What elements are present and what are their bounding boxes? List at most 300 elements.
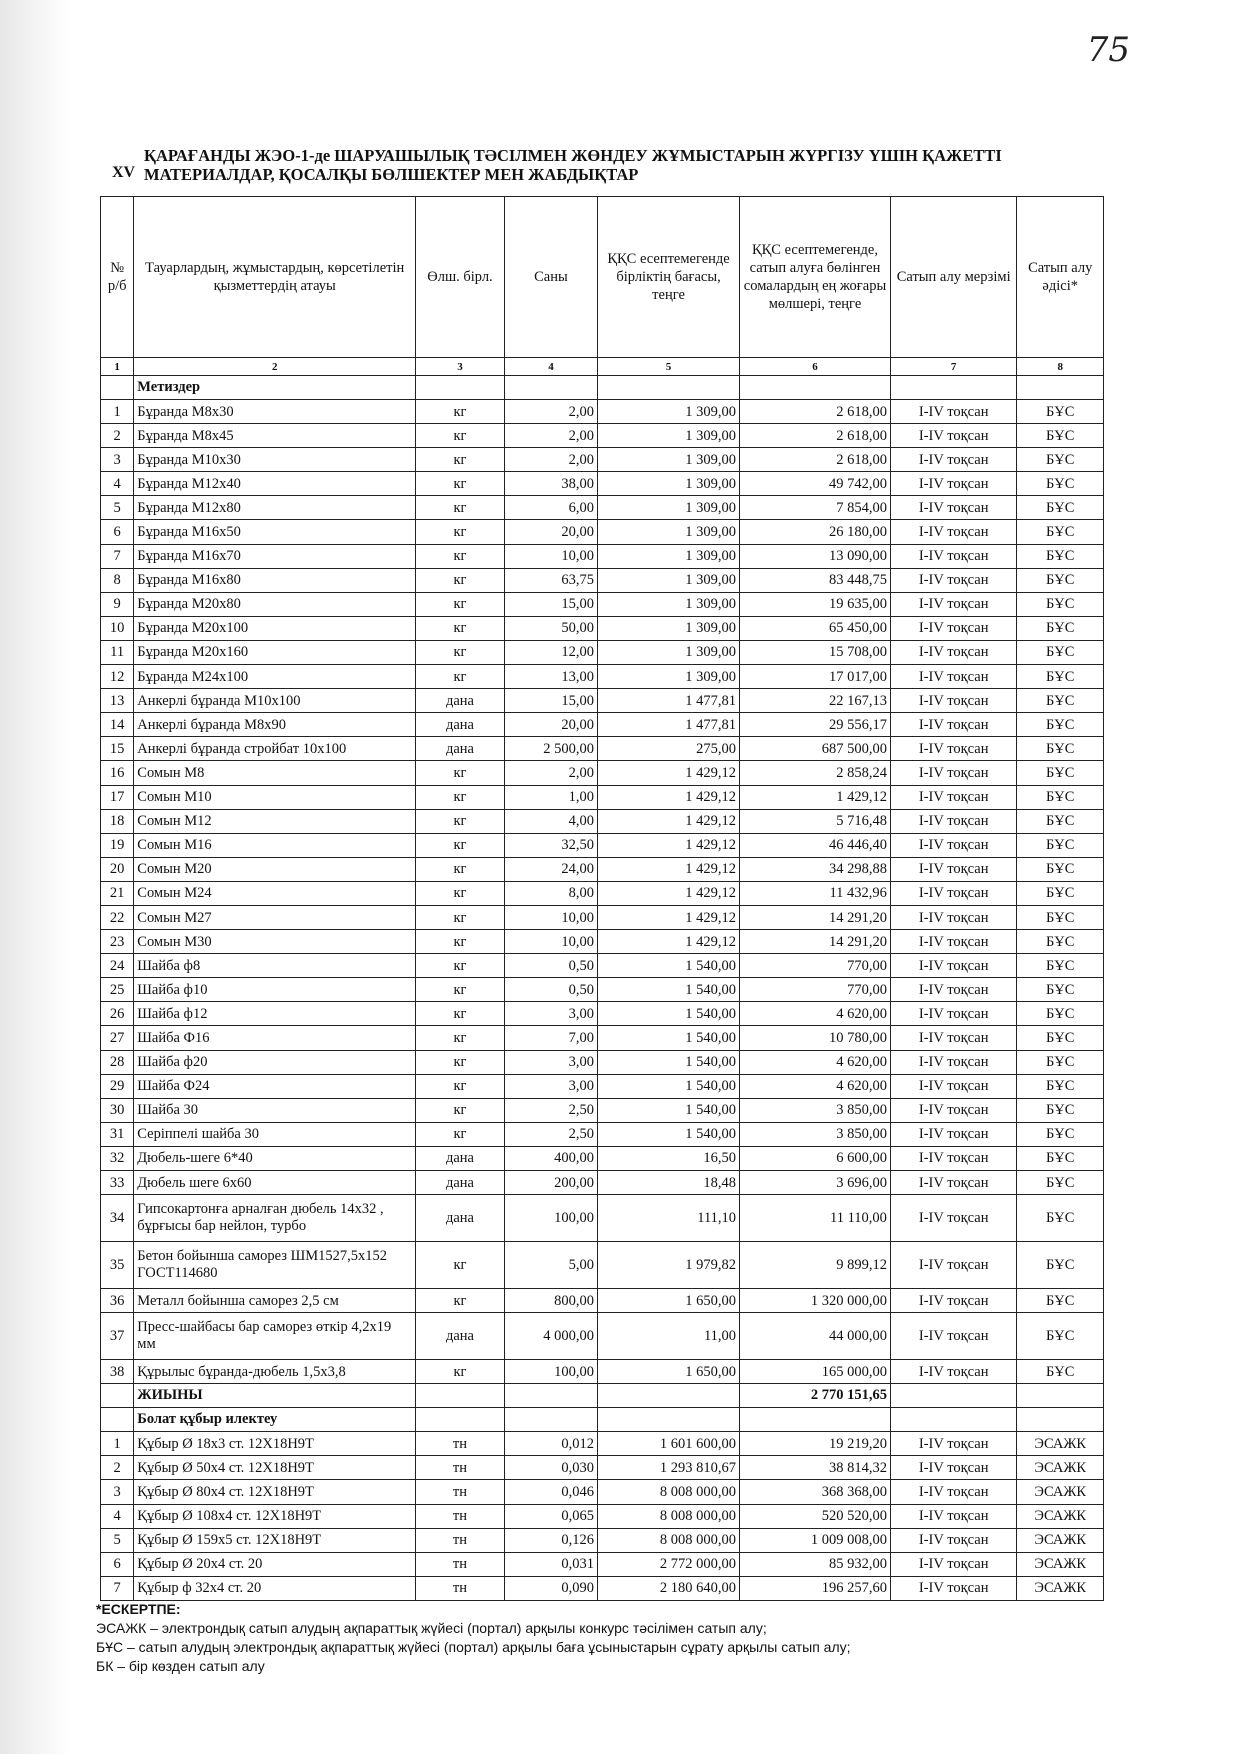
column-number-row: [101, 358, 1104, 376]
item-unit-price: 1 477,81: [598, 689, 740, 713]
table-body: [101, 376, 1104, 1601]
item-unit: кг: [416, 1074, 505, 1098]
item-purchase-term: I-IV тоқсан: [890, 954, 1016, 978]
item-unit-price: 1 309,00: [598, 496, 740, 520]
item-name: Сомын М30: [134, 930, 416, 954]
item-max-sum: 85 932,00: [740, 1552, 891, 1576]
item-purchase-term: I-IV тоқсан: [890, 857, 1016, 881]
table-row: [101, 881, 1104, 905]
item-purchase-method: БҰС: [1017, 1122, 1104, 1146]
item-unit-price: 1 309,00: [598, 448, 740, 472]
table-row: [101, 1528, 1104, 1552]
item-purchase-term: I-IV тоқсан: [890, 640, 1016, 664]
item-max-sum: 44 000,00: [740, 1313, 891, 1360]
item-purchase-term: I-IV тоқсан: [890, 930, 1016, 954]
footnote-title: *ЕСКЕРТПЕ:: [96, 1601, 181, 1617]
item-purchase-term: I-IV тоқсан: [890, 496, 1016, 520]
item-unit: тн: [416, 1552, 505, 1576]
item-name: Сомын М10: [134, 785, 416, 809]
item-name: Шайба 30: [134, 1098, 416, 1122]
column-number: 4: [504, 358, 597, 376]
item-max-sum: 83 448,75: [740, 568, 891, 592]
table-row: [101, 1480, 1104, 1504]
row-number: 7: [101, 1576, 134, 1600]
item-max-sum: 2 618,00: [740, 424, 891, 448]
item-purchase-term: I-IV тоқсан: [890, 544, 1016, 568]
footnote-line: БҰС – сатып алудың электрондық ақпараттық жүйесі (портал) арқылы баға ұсыныстарын сұрату арқылы сатып алу;: [96, 1639, 851, 1655]
row-number: 32: [101, 1146, 134, 1170]
item-unit: кг: [416, 881, 505, 905]
item-name: Серіппелі шайба 30: [134, 1122, 416, 1146]
row-number: 9: [101, 592, 134, 616]
item-max-sum: 15 708,00: [740, 640, 891, 664]
row-number: 16: [101, 761, 134, 785]
item-name: Сомын М8: [134, 761, 416, 785]
item-unit-price: 1 309,00: [598, 544, 740, 568]
item-unit-price: 1 429,12: [598, 881, 740, 905]
item-quantity: 63,75: [504, 568, 597, 592]
item-name: Бұранда М24х100: [134, 665, 416, 689]
item-purchase-method: БҰС: [1017, 568, 1104, 592]
item-unit: дана: [416, 1195, 505, 1242]
item-unit: кг: [416, 1122, 505, 1146]
item-unit-price: 2 772 000,00: [598, 1552, 740, 1576]
item-name: Бұранда М20х100: [134, 616, 416, 640]
row-number: 25: [101, 978, 134, 1002]
item-purchase-term: I-IV тоқсан: [890, 1074, 1016, 1098]
item-quantity: 38,00: [504, 472, 597, 496]
empty-cell: [416, 1384, 505, 1408]
item-quantity: 100,00: [504, 1360, 597, 1384]
row-number: 8: [101, 568, 134, 592]
item-max-sum: 4 620,00: [740, 1050, 891, 1074]
table-row: [101, 857, 1104, 881]
item-max-sum: 2 618,00: [740, 448, 891, 472]
item-name: Бұранда М16х80: [134, 568, 416, 592]
item-purchase-method: БҰС: [1017, 472, 1104, 496]
column-number: 2: [134, 358, 416, 376]
item-unit: кг: [416, 665, 505, 689]
item-purchase-term: I-IV тоқсан: [890, 1528, 1016, 1552]
item-purchase-term: I-IV тоқсан: [890, 785, 1016, 809]
item-max-sum: 49 742,00: [740, 472, 891, 496]
item-purchase-term: I-IV тоқсан: [890, 905, 1016, 929]
item-purchase-method: БҰС: [1017, 400, 1104, 424]
row-number: 11: [101, 640, 134, 664]
item-purchase-term: I-IV тоқсан: [890, 1576, 1016, 1600]
item-max-sum: 10 780,00: [740, 1026, 891, 1050]
item-quantity: 2,50: [504, 1122, 597, 1146]
item-unit: кг: [416, 1026, 505, 1050]
item-quantity: 0,031: [504, 1552, 597, 1576]
table-row: [101, 737, 1104, 761]
column-number: 7: [890, 358, 1016, 376]
row-number: 12: [101, 665, 134, 689]
item-name: Шайба ф8: [134, 954, 416, 978]
row-number: 6: [101, 1552, 134, 1576]
item-purchase-method: БҰС: [1017, 737, 1104, 761]
item-quantity: 10,00: [504, 930, 597, 954]
item-name: Бұранда М12х80: [134, 496, 416, 520]
item-purchase-term: I-IV тоқсан: [890, 978, 1016, 1002]
table-row: [101, 1146, 1104, 1170]
row-number: 31: [101, 1122, 134, 1146]
table-row: [101, 785, 1104, 809]
item-unit-price: 111,10: [598, 1195, 740, 1242]
item-purchase-method: БҰС: [1017, 881, 1104, 905]
table-row: [101, 1122, 1104, 1146]
table-row: [101, 520, 1104, 544]
table-row: [101, 472, 1104, 496]
item-name: Шайба ф10: [134, 978, 416, 1002]
item-unit: тн: [416, 1576, 505, 1600]
item-unit: кг: [416, 809, 505, 833]
item-unit-price: 1 540,00: [598, 1122, 740, 1146]
row-number: 5: [101, 496, 134, 520]
item-name: Анкерлі бұранда М10х100: [134, 689, 416, 713]
item-max-sum: 770,00: [740, 978, 891, 1002]
empty-cell: [504, 1408, 597, 1432]
item-quantity: 0,50: [504, 954, 597, 978]
table-row: [101, 761, 1104, 785]
item-name: Құбыр Ø 80х4 ст. 12Х18Н9Т: [134, 1480, 416, 1504]
item-quantity: 15,00: [504, 592, 597, 616]
item-unit-price: 1 650,00: [598, 1360, 740, 1384]
item-purchase-method: БҰС: [1017, 1289, 1104, 1313]
item-name: Құбыр Ø 50х4 ст. 12Х18Н9Т: [134, 1456, 416, 1480]
item-name: Сомын М20: [134, 857, 416, 881]
item-unit-price: 11,00: [598, 1313, 740, 1360]
item-unit: кг: [416, 954, 505, 978]
empty-cell: [101, 376, 134, 400]
item-unit: кг: [416, 1050, 505, 1074]
item-unit: кг: [416, 424, 505, 448]
item-unit: кг: [416, 978, 505, 1002]
item-unit: кг: [416, 448, 505, 472]
item-quantity: 7,00: [504, 1026, 597, 1050]
item-name: Құбыр Ø 18х3 ст. 12Х18Н9Т: [134, 1432, 416, 1456]
item-unit: кг: [416, 472, 505, 496]
item-quantity: 0,046: [504, 1480, 597, 1504]
table-row: [101, 1360, 1104, 1384]
item-unit-price: 1 540,00: [598, 1026, 740, 1050]
item-unit: кг: [416, 544, 505, 568]
item-unit-price: 1 650,00: [598, 1289, 740, 1313]
item-max-sum: 29 556,17: [740, 713, 891, 737]
row-number: 4: [101, 472, 134, 496]
item-purchase-method: БҰС: [1017, 544, 1104, 568]
item-max-sum: 14 291,20: [740, 930, 891, 954]
item-name: Құрылыс бұранда-дюбель 1,5х3,8: [134, 1360, 416, 1384]
item-unit: кг: [416, 520, 505, 544]
item-max-sum: 1 009 008,00: [740, 1528, 891, 1552]
item-quantity: 15,00: [504, 689, 597, 713]
item-unit: тн: [416, 1528, 505, 1552]
item-unit-price: 1 540,00: [598, 1050, 740, 1074]
item-unit: тн: [416, 1504, 505, 1528]
row-number: 5: [101, 1528, 134, 1552]
item-purchase-method: БҰС: [1017, 809, 1104, 833]
item-quantity: 32,50: [504, 833, 597, 857]
item-unit-price: 1 429,12: [598, 809, 740, 833]
item-unit: кг: [416, 640, 505, 664]
col-header-method: Сатып алу әдісі*: [1017, 197, 1104, 358]
item-purchase-term: I-IV тоқсан: [890, 1002, 1016, 1026]
row-number: 4: [101, 1504, 134, 1528]
col-header-unit: Өлш. бірл.: [416, 197, 505, 358]
item-unit: кг: [416, 905, 505, 929]
row-number: 17: [101, 785, 134, 809]
item-quantity: 400,00: [504, 1146, 597, 1170]
table-row: [101, 689, 1104, 713]
empty-cell: [101, 1408, 134, 1432]
row-number: 28: [101, 1050, 134, 1074]
item-purchase-term: I-IV тоқсан: [890, 1195, 1016, 1242]
item-purchase-method: БҰС: [1017, 424, 1104, 448]
empty-cell: [598, 1408, 740, 1432]
table-row: [101, 592, 1104, 616]
column-number: 5: [598, 358, 740, 376]
empty-cell: [416, 376, 505, 400]
item-quantity: 1,00: [504, 785, 597, 809]
item-name: Шайба Ф16: [134, 1026, 416, 1050]
empty-cell: [504, 376, 597, 400]
item-unit-price: 1 540,00: [598, 1098, 740, 1122]
item-quantity: 0,090: [504, 1576, 597, 1600]
item-purchase-method: БҰС: [1017, 1098, 1104, 1122]
item-purchase-term: I-IV тоқсан: [890, 520, 1016, 544]
item-purchase-term: I-IV тоқсан: [890, 1552, 1016, 1576]
item-unit-price: 1 540,00: [598, 1074, 740, 1098]
item-max-sum: 770,00: [740, 954, 891, 978]
row-number: 3: [101, 1480, 134, 1504]
item-name: Бұранда М12х40: [134, 472, 416, 496]
item-unit: тн: [416, 1456, 505, 1480]
item-purchase-term: I-IV тоқсан: [890, 1026, 1016, 1050]
item-purchase-method: БҰС: [1017, 616, 1104, 640]
item-name: Құбыр ф 32х4 ст. 20: [134, 1576, 416, 1600]
column-number: 8: [1017, 358, 1104, 376]
item-unit: дана: [416, 1146, 505, 1170]
item-name: Шайба ф20: [134, 1050, 416, 1074]
section-title: ҚАРАҒАНДЫ ЖЭО-1-де ШАРУАШЫЛЫҚ ТӘСІЛМЕН ЖӨНДЕУ ЖҰМЫСТАРЫН ЖҮРГІЗУ ҮШІН ҚАЖЕТТІ МАТЕРИАЛДАР, ҚОСАЛҚЫ БӨЛШЕКТЕР МЕН ЖАБДЫҚТАР: [144, 146, 1002, 184]
row-number: 20: [101, 857, 134, 881]
item-purchase-method: БҰС: [1017, 592, 1104, 616]
row-number: 1: [101, 400, 134, 424]
item-purchase-term: I-IV тоқсан: [890, 1360, 1016, 1384]
table-row: [101, 905, 1104, 929]
item-purchase-method: БҰС: [1017, 857, 1104, 881]
item-unit-price: 1 429,12: [598, 857, 740, 881]
item-quantity: 3,00: [504, 1050, 597, 1074]
footnotes: [96, 1600, 1096, 1676]
item-purchase-method: БҰС: [1017, 1074, 1104, 1098]
empty-cell: [1017, 1408, 1104, 1432]
item-name: Бұранда М10х30: [134, 448, 416, 472]
item-unit-price: 1 309,00: [598, 424, 740, 448]
item-unit-price: 275,00: [598, 737, 740, 761]
item-unit: дана: [416, 713, 505, 737]
item-unit: дана: [416, 1171, 505, 1195]
item-quantity: 200,00: [504, 1171, 597, 1195]
row-number: 24: [101, 954, 134, 978]
item-max-sum: 11 432,96: [740, 881, 891, 905]
item-max-sum: 4 620,00: [740, 1002, 891, 1026]
item-quantity: 10,00: [504, 905, 597, 929]
item-name: Анкерлі бұранда стройбат 10х100: [134, 737, 416, 761]
item-max-sum: 687 500,00: [740, 737, 891, 761]
item-purchase-term: I-IV тоқсан: [890, 1313, 1016, 1360]
item-name: Бетон бойынша саморез ШМ1527,5х152 ГОСТ114680: [134, 1242, 416, 1289]
item-unit: кг: [416, 1002, 505, 1026]
table-row: [101, 568, 1104, 592]
item-max-sum: 6 600,00: [740, 1146, 891, 1170]
table-row: [101, 930, 1104, 954]
empty-cell: [740, 1408, 891, 1432]
item-quantity: 0,50: [504, 978, 597, 1002]
item-unit-price: 1 601 600,00: [598, 1432, 740, 1456]
row-number: 27: [101, 1026, 134, 1050]
empty-cell: [598, 376, 740, 400]
item-purchase-term: I-IV тоқсан: [890, 809, 1016, 833]
empty-cell: [504, 1384, 597, 1408]
item-unit-price: 1 309,00: [598, 472, 740, 496]
item-unit-price: 1 979,82: [598, 1242, 740, 1289]
item-max-sum: 26 180,00: [740, 520, 891, 544]
item-quantity: 5,00: [504, 1242, 597, 1289]
item-purchase-term: I-IV тоқсан: [890, 881, 1016, 905]
item-name: Шайба ф12: [134, 1002, 416, 1026]
item-purchase-term: I-IV тоқсан: [890, 568, 1016, 592]
item-purchase-method: БҰС: [1017, 1195, 1104, 1242]
row-number: 38: [101, 1360, 134, 1384]
item-unit-price: 1 309,00: [598, 568, 740, 592]
row-number: 33: [101, 1171, 134, 1195]
item-unit: дана: [416, 1313, 505, 1360]
item-quantity: 50,00: [504, 616, 597, 640]
row-number: 7: [101, 544, 134, 568]
item-unit-price: 8 008 000,00: [598, 1528, 740, 1552]
item-max-sum: 13 090,00: [740, 544, 891, 568]
table-row: [101, 954, 1104, 978]
row-number: 36: [101, 1289, 134, 1313]
item-max-sum: 4 620,00: [740, 1074, 891, 1098]
item-max-sum: 9 899,12: [740, 1242, 891, 1289]
empty-cell: [1017, 376, 1104, 400]
item-quantity: 800,00: [504, 1289, 597, 1313]
item-purchase-method: БҰС: [1017, 1002, 1104, 1026]
item-unit: кг: [416, 616, 505, 640]
item-max-sum: 196 257,60: [740, 1576, 891, 1600]
item-purchase-method: БҰС: [1017, 448, 1104, 472]
item-max-sum: 1 429,12: [740, 785, 891, 809]
item-purchase-method: БҰС: [1017, 833, 1104, 857]
item-name: Құбыр Ø 108х4 ст. 12Х18Н9Т: [134, 1504, 416, 1528]
item-max-sum: 7 854,00: [740, 496, 891, 520]
item-purchase-method: БҰС: [1017, 640, 1104, 664]
item-name: Сомын М24: [134, 881, 416, 905]
item-quantity: 100,00: [504, 1195, 597, 1242]
item-unit-price: 1 309,00: [598, 616, 740, 640]
materials-table: [100, 196, 1104, 1601]
table-row: [101, 544, 1104, 568]
item-max-sum: 38 814,32: [740, 1456, 891, 1480]
item-quantity: 20,00: [504, 713, 597, 737]
item-quantity: 10,00: [504, 544, 597, 568]
item-unit: кг: [416, 833, 505, 857]
item-name: Пресс-шайбасы бар саморез өткір 4,2х19 мм: [134, 1313, 416, 1360]
row-number: 21: [101, 881, 134, 905]
footnote-line: БК – бір көзден сатып алу: [96, 1658, 265, 1674]
row-number: 34: [101, 1195, 134, 1242]
row-number: 1: [101, 1432, 134, 1456]
row-number: 35: [101, 1242, 134, 1289]
item-unit: кг: [416, 496, 505, 520]
column-number: 3: [416, 358, 505, 376]
empty-cell: [416, 1408, 505, 1432]
item-max-sum: 46 446,40: [740, 833, 891, 857]
item-unit-price: 1 540,00: [598, 1002, 740, 1026]
item-quantity: 13,00: [504, 665, 597, 689]
row-number: 37: [101, 1313, 134, 1360]
item-purchase-term: I-IV тоқсан: [890, 665, 1016, 689]
item-purchase-term: I-IV тоқсан: [890, 1050, 1016, 1074]
item-purchase-term: I-IV тоқсан: [890, 1122, 1016, 1146]
item-unit-price: 1 540,00: [598, 954, 740, 978]
item-quantity: 0,126: [504, 1528, 597, 1552]
item-quantity: 2,50: [504, 1098, 597, 1122]
item-purchase-term: I-IV тоқсан: [890, 592, 1016, 616]
group-title: Болат құбыр илектеу: [134, 1408, 416, 1432]
item-purchase-method: БҰС: [1017, 785, 1104, 809]
table-row: [101, 496, 1104, 520]
table-row: [101, 1289, 1104, 1313]
item-max-sum: 65 450,00: [740, 616, 891, 640]
item-unit-price: 1 429,12: [598, 930, 740, 954]
item-name: Бұранда М16х70: [134, 544, 416, 568]
item-name: Анкерлі бұранда М8х90: [134, 713, 416, 737]
item-name: Бұранда М8х45: [134, 424, 416, 448]
item-name: Металл бойынша саморез 2,5 см: [134, 1289, 416, 1313]
table-row: [101, 448, 1104, 472]
item-quantity: 20,00: [504, 520, 597, 544]
table-row: [101, 809, 1104, 833]
row-number: 29: [101, 1074, 134, 1098]
item-quantity: 2,00: [504, 424, 597, 448]
item-max-sum: 1 320 000,00: [740, 1289, 891, 1313]
item-purchase-method: БҰС: [1017, 1313, 1104, 1360]
total-row: [101, 1384, 1104, 1408]
item-unit-price: 1 293 810,67: [598, 1456, 740, 1480]
empty-cell: [740, 376, 891, 400]
total-label: ЖИЫНЫ: [134, 1384, 416, 1408]
item-unit-price: 1 429,12: [598, 785, 740, 809]
group-title-row: [101, 376, 1104, 400]
item-purchase-term: I-IV тоқсан: [890, 1242, 1016, 1289]
table-row: [101, 1026, 1104, 1050]
table-row: [101, 1456, 1104, 1480]
item-purchase-method: БҰС: [1017, 496, 1104, 520]
col-header-qty: Саны: [504, 197, 597, 358]
item-max-sum: 34 298,88: [740, 857, 891, 881]
item-purchase-method: БҰС: [1017, 520, 1104, 544]
item-unit: кг: [416, 761, 505, 785]
item-quantity: 3,00: [504, 1074, 597, 1098]
table-row: [101, 1576, 1104, 1600]
row-number: 10: [101, 616, 134, 640]
table-row: [101, 640, 1104, 664]
row-number: 14: [101, 713, 134, 737]
